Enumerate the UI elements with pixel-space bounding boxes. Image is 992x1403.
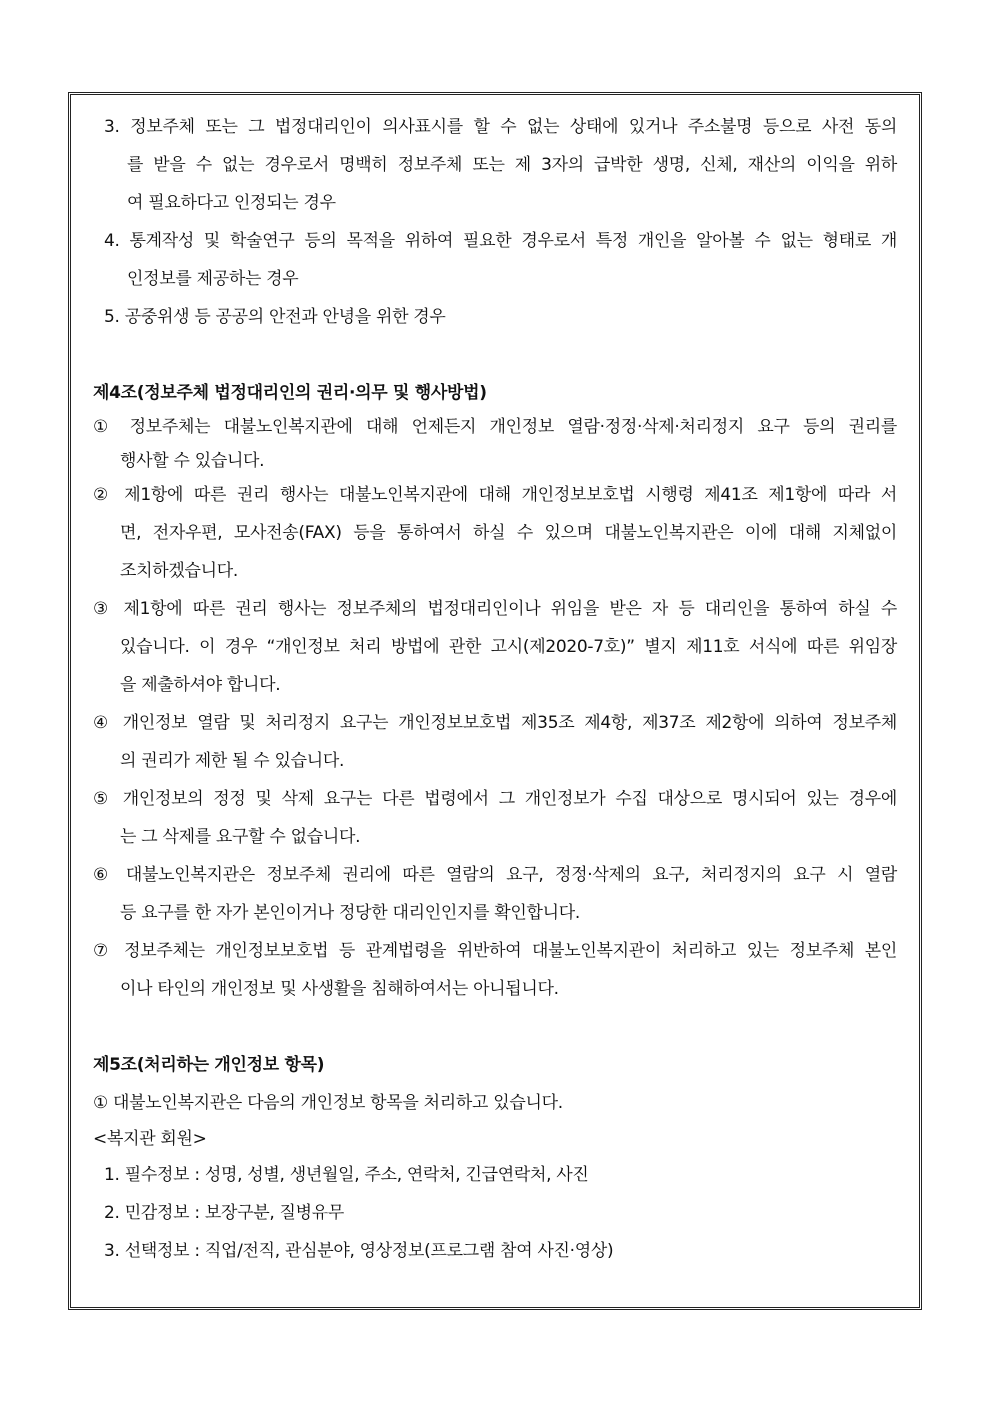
group-label: <복지관 회원> [93,1129,207,1149]
article-5-clause-1: ① 대불노인복지관은 다음의 개인정보 항목을 처리하고 있습니다. [93,1093,563,1113]
clause-3: ③ 제1항에 따른 권리 행사는 정보주체의 법정대리인이나 위임을 받은 자 등 대리인을 통하여 하실 수 [93,599,897,619]
clause-6-cont: 등 요구를 한 자가 본인이거나 정당한 대리인인지를 확인합니다. [120,903,581,923]
clause-4-cont: 의 권리가 제한 될 수 있습니다. [120,751,345,771]
clause-5-cont: 는 그 삭제를 요구할 수 없습니다. [120,827,361,847]
clause-1: ① 정보주체는 대불노인복지관에 대해 언제든지 개인정보 열람·정정·삭제·처리정지 요구 등의 권리를 [93,417,897,437]
info-item-3: 3. 선택정보 : 직업/전직, 관심분야, 영상정보(프로그램 참여 사진·영상) [104,1241,614,1261]
list-item-3-cont: 여 필요하다고 인정되는 경우 [127,193,336,213]
clause-1-cont: 행사할 수 있습니다. [120,451,265,471]
clause-7: ⑦ 정보주체는 개인정보보호법 등 관계법령을 위반하여 대불노인복지관이 처리하고 있는 정보주체 본인 [93,941,897,961]
clause-5: ⑤ 개인정보의 정정 및 삭제 요구는 다른 법령에서 그 개인정보가 수집 대상으로 명시되어 있는 경우에 [93,789,897,809]
info-item-2: 2. 민감정보 : 보장구분, 질병유무 [104,1203,345,1223]
list-item-4: 4. 통계작성 및 학술연구 등의 목적을 위하여 필요한 경우로서 특정 개인을 알아볼 수 없는 형태로 개 [104,231,897,251]
list-item-5: 5. 공중위생 등 공공의 안전과 안녕을 위한 경우 [104,307,446,327]
list-item-3: 3. 정보주체 또는 그 법정대리인이 의사표시를 할 수 없는 상태에 있거나 주소불명 등으로 사전 동의 [104,117,897,137]
clause-3-cont: 을 제출하셔야 합니다. [120,675,281,695]
clause-3-cont: 있습니다. 이 경우 “개인정보 처리 방법에 관한 고시(제2020-7호)” 별지 제11호 서식에 따른 위임장 [120,637,897,657]
article-4-heading: 제4조(정보주체 법정대리인의 권리·의무 및 행사방법) [93,383,487,403]
clause-2-cont: 조치하겠습니다. [120,561,238,581]
list-item-4-cont: 인정보를 제공하는 경우 [127,269,299,289]
clause-6: ⑥ 대불노인복지관은 정보주체 권리에 따른 열람의 요구, 정정·삭제의 요구, 처리정지의 요구 시 열람 [93,865,897,885]
clause-4: ④ 개인정보 열람 및 처리정지 요구는 개인정보보호법 제35조 제4항, 제37조 제2항에 의하여 정보주체 [93,713,897,733]
article-5-heading: 제5조(처리하는 개인정보 항목) [93,1055,325,1075]
clause-7-cont: 이나 타인의 개인정보 및 사생활을 침해하여서는 아니됩니다. [120,979,559,999]
info-item-1: 1. 필수정보 : 성명, 성별, 생년월일, 주소, 연락처, 긴급연락처, 사진 [104,1165,589,1185]
list-item-3-cont: 를 받을 수 없는 경우로서 명백히 정보주체 또는 제 3자의 급박한 생명, 신체, 재산의 이익을 위하 [127,155,897,175]
clause-2: ② 제1항에 따른 권리 행사는 대불노인복지관에 대해 개인정보보호법 시행령 제41조 제1항에 따라 서 [93,485,897,505]
clause-2-cont: 면, 전자우편, 모사전송(FAX) 등을 통하여서 하실 수 있으며 대불노인복지관은 이에 대해 지체없이 [120,523,897,543]
